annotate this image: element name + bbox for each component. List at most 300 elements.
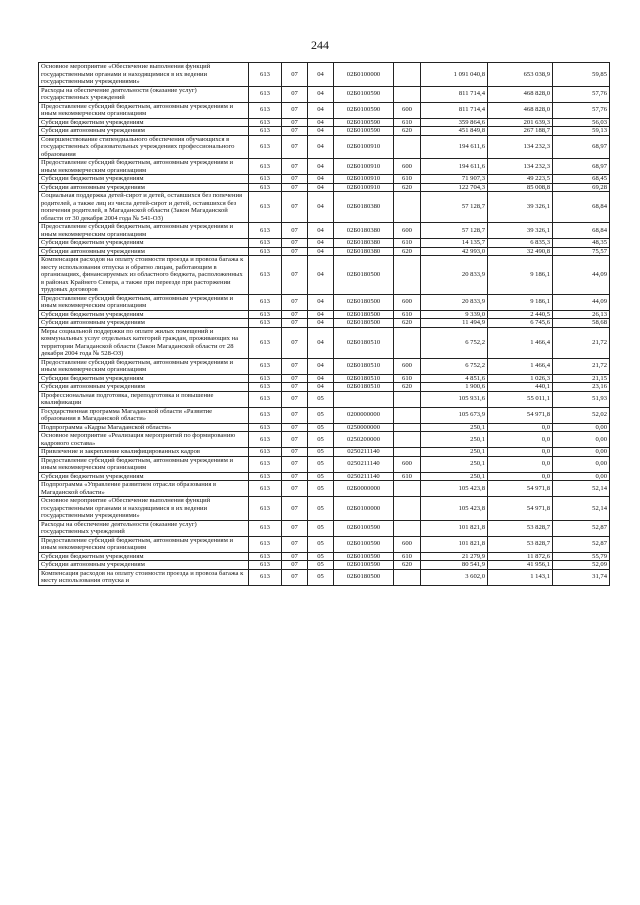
actual-amount-cell: 55 011,1 bbox=[488, 391, 553, 407]
ministry-code-cell: 613 bbox=[249, 223, 282, 239]
target-article-cell: 02Б0100910 bbox=[334, 183, 394, 192]
execution-percent-cell: 69,28 bbox=[553, 183, 610, 192]
expense-type-cell: 620 bbox=[394, 183, 421, 192]
section-code-cell: 07 bbox=[282, 135, 308, 159]
plan-amount-cell: 250,1 bbox=[421, 423, 488, 432]
target-article-cell: 02Б0180380 bbox=[334, 223, 394, 239]
expense-type-cell: 610 bbox=[394, 239, 421, 248]
target-article-cell: 02Б0180510 bbox=[334, 327, 394, 358]
table-row bbox=[39, 569, 610, 585]
target-article-cell: 0250211140 bbox=[334, 472, 394, 481]
ministry-code-cell: 613 bbox=[249, 127, 282, 136]
plan-amount-cell: 57 128,7 bbox=[421, 223, 488, 239]
expense-type-cell bbox=[394, 432, 421, 448]
ministry-code-cell: 613 bbox=[249, 432, 282, 448]
ministry-code-cell: 613 bbox=[249, 536, 282, 552]
plan-amount-cell: 359 864,6 bbox=[421, 118, 488, 127]
section-code-cell: 07 bbox=[282, 118, 308, 127]
section-code-cell: 07 bbox=[282, 239, 308, 248]
actual-amount-cell: 468 828,0 bbox=[488, 102, 553, 118]
target-article-cell: 0250211140 bbox=[334, 448, 394, 457]
actual-amount-cell: 267 188,7 bbox=[488, 127, 553, 136]
expense-type-cell: 620 bbox=[394, 319, 421, 328]
table-row bbox=[39, 183, 610, 192]
ministry-code-cell: 613 bbox=[249, 135, 282, 159]
execution-percent-cell: 44,09 bbox=[553, 256, 610, 295]
row-name-cell: Субсидии автономным учреждениям bbox=[39, 561, 249, 570]
section-code-cell: 07 bbox=[282, 552, 308, 561]
target-article-cell: 0250000000 bbox=[334, 423, 394, 432]
subsection-code-cell: 04 bbox=[308, 183, 334, 192]
row-name-cell: Предоставление субсидий бюджетным, автономным учреждениям и иным некоммерческим организациям bbox=[39, 223, 249, 239]
table-row bbox=[39, 561, 610, 570]
table-row bbox=[39, 159, 610, 175]
section-code-cell: 07 bbox=[282, 497, 308, 521]
ministry-code-cell: 613 bbox=[249, 561, 282, 570]
actual-amount-cell: 0,0 bbox=[488, 456, 553, 472]
execution-percent-cell: 21,15 bbox=[553, 374, 610, 383]
subsection-code-cell: 05 bbox=[308, 432, 334, 448]
actual-amount-cell: 49 223,5 bbox=[488, 175, 553, 184]
subsection-code-cell: 04 bbox=[308, 310, 334, 319]
expense-type-cell: 610 bbox=[394, 552, 421, 561]
subsection-code-cell: 04 bbox=[308, 63, 334, 87]
target-article-cell: 0250200000 bbox=[334, 432, 394, 448]
actual-amount-cell: 41 956,1 bbox=[488, 561, 553, 570]
row-name-cell: Субсидии бюджетным учреждениям bbox=[39, 472, 249, 481]
target-article-cell: 02Б0100590 bbox=[334, 552, 394, 561]
actual-amount-cell: 1 466,4 bbox=[488, 327, 553, 358]
actual-amount-cell: 39 326,1 bbox=[488, 192, 553, 223]
section-code-cell: 07 bbox=[282, 310, 308, 319]
expense-type-cell: 620 bbox=[394, 561, 421, 570]
actual-amount-cell: 54 971,8 bbox=[488, 481, 553, 497]
subsection-code-cell: 04 bbox=[308, 358, 334, 374]
section-code-cell: 07 bbox=[282, 448, 308, 457]
expense-type-cell: 600 bbox=[394, 358, 421, 374]
execution-percent-cell: 56,03 bbox=[553, 118, 610, 127]
target-article-cell: 02Б0180510 bbox=[334, 358, 394, 374]
plan-amount-cell: 250,1 bbox=[421, 432, 488, 448]
actual-amount-cell: 54 971,8 bbox=[488, 407, 553, 423]
expense-type-cell bbox=[394, 569, 421, 585]
plan-amount-cell: 4 851,6 bbox=[421, 374, 488, 383]
table-row bbox=[39, 456, 610, 472]
ministry-code-cell: 613 bbox=[249, 247, 282, 256]
plan-amount-cell: 1 091 040,8 bbox=[421, 63, 488, 87]
row-name-cell: Подпрограмма «Управление развитием отрасли образования в Магаданской области» bbox=[39, 481, 249, 497]
actual-amount-cell: 134 232,3 bbox=[488, 135, 553, 159]
execution-percent-cell: 52,87 bbox=[553, 536, 610, 552]
ministry-code-cell: 613 bbox=[249, 118, 282, 127]
subsection-code-cell: 04 bbox=[308, 135, 334, 159]
expense-type-cell: 610 bbox=[394, 310, 421, 319]
row-name-cell: Субсидии бюджетным учреждениям bbox=[39, 175, 249, 184]
execution-percent-cell: 23,16 bbox=[553, 383, 610, 392]
subsection-code-cell: 04 bbox=[308, 327, 334, 358]
execution-percent-cell: 31,74 bbox=[553, 569, 610, 585]
ministry-code-cell: 613 bbox=[249, 552, 282, 561]
ministry-code-cell: 613 bbox=[249, 239, 282, 248]
expense-type-cell: 610 bbox=[394, 472, 421, 481]
row-name-cell: Профессиональная подготовка, переподготовка и повышение квалификации bbox=[39, 391, 249, 407]
execution-percent-cell: 0,00 bbox=[553, 448, 610, 457]
subsection-code-cell: 04 bbox=[308, 192, 334, 223]
plan-amount-cell: 42 993,0 bbox=[421, 247, 488, 256]
row-name-cell: Социальная поддержка детей-сирот и детей, оставшихся без попечения родителей, а также лиц из числа детей-сирот и детей, оставшихся без попечения родителей, в Магаданской области (Закон Магаданской области от 30 декабря 2004 года № 541-ОЗ) bbox=[39, 192, 249, 223]
expense-type-cell: 600 bbox=[394, 223, 421, 239]
subsection-code-cell: 04 bbox=[308, 159, 334, 175]
target-article-cell: 02Б0180380 bbox=[334, 192, 394, 223]
subsection-code-cell: 05 bbox=[308, 423, 334, 432]
actual-amount-cell: 6 835,3 bbox=[488, 239, 553, 248]
plan-amount-cell: 101 821,8 bbox=[421, 520, 488, 536]
row-name-cell: Меры социальной поддержки по оплате жилых помещений и коммунальных услуг отдельных категорий граждан, проживающих на территории Магаданской области (Закон Магаданской области от 28 декабря 2004 года № 528-ОЗ) bbox=[39, 327, 249, 358]
target-article-cell: 0200000000 bbox=[334, 407, 394, 423]
expense-type-cell bbox=[394, 256, 421, 295]
ministry-code-cell: 613 bbox=[249, 520, 282, 536]
actual-amount-cell: 653 038,9 bbox=[488, 63, 553, 87]
section-code-cell: 07 bbox=[282, 183, 308, 192]
section-code-cell: 07 bbox=[282, 432, 308, 448]
table-row bbox=[39, 310, 610, 319]
plan-amount-cell: 811 714,4 bbox=[421, 86, 488, 102]
subsection-code-cell: 05 bbox=[308, 536, 334, 552]
table-row bbox=[39, 423, 610, 432]
subsection-code-cell: 04 bbox=[308, 256, 334, 295]
row-name-cell: Субсидии бюджетным учреждениям bbox=[39, 374, 249, 383]
subsection-code-cell: 05 bbox=[308, 391, 334, 407]
subsection-code-cell: 04 bbox=[308, 294, 334, 310]
target-article-cell: 02Б0180500 bbox=[334, 310, 394, 319]
plan-amount-cell: 20 833,9 bbox=[421, 256, 488, 295]
execution-percent-cell: 52,14 bbox=[553, 497, 610, 521]
table-row bbox=[39, 239, 610, 248]
expense-type-cell bbox=[394, 407, 421, 423]
row-name-cell: Основное мероприятие «Реализация мероприятий по формированию кадрового состава» bbox=[39, 432, 249, 448]
ministry-code-cell: 613 bbox=[249, 256, 282, 295]
target-article-cell: 02Б0180500 bbox=[334, 569, 394, 585]
plan-amount-cell: 21 279,9 bbox=[421, 552, 488, 561]
ministry-code-cell: 613 bbox=[249, 472, 282, 481]
actual-amount-cell: 53 828,7 bbox=[488, 520, 553, 536]
plan-amount-cell: 105 931,6 bbox=[421, 391, 488, 407]
table-row bbox=[39, 294, 610, 310]
execution-percent-cell: 57,76 bbox=[553, 102, 610, 118]
table-row bbox=[39, 407, 610, 423]
section-code-cell: 07 bbox=[282, 481, 308, 497]
plan-amount-cell: 57 128,7 bbox=[421, 192, 488, 223]
ministry-code-cell: 613 bbox=[249, 374, 282, 383]
table-row bbox=[39, 319, 610, 328]
row-name-cell: Государственная программа Магаданской области «Развитие образования в Магаданской области» bbox=[39, 407, 249, 423]
subsection-code-cell: 04 bbox=[308, 374, 334, 383]
ministry-code-cell: 613 bbox=[249, 383, 282, 392]
execution-percent-cell: 44,09 bbox=[553, 294, 610, 310]
subsection-code-cell: 05 bbox=[308, 561, 334, 570]
expense-type-cell bbox=[394, 448, 421, 457]
execution-percent-cell: 52,02 bbox=[553, 407, 610, 423]
row-name-cell: Субсидии автономным учреждениям bbox=[39, 183, 249, 192]
table-row bbox=[39, 358, 610, 374]
section-code-cell: 07 bbox=[282, 86, 308, 102]
ministry-code-cell: 613 bbox=[249, 102, 282, 118]
row-name-cell: Субсидии бюджетным учреждениям bbox=[39, 552, 249, 561]
subsection-code-cell: 04 bbox=[308, 127, 334, 136]
row-name-cell: Привлечение и закрепление квалифицированных кадров bbox=[39, 448, 249, 457]
section-code-cell: 07 bbox=[282, 192, 308, 223]
plan-amount-cell: 6 752,2 bbox=[421, 327, 488, 358]
expense-type-cell bbox=[394, 423, 421, 432]
actual-amount-cell: 0,0 bbox=[488, 423, 553, 432]
expense-type-cell: 620 bbox=[394, 247, 421, 256]
target-article-cell: 02Б0180510 bbox=[334, 374, 394, 383]
expense-type-cell bbox=[394, 327, 421, 358]
actual-amount-cell: 39 326,1 bbox=[488, 223, 553, 239]
row-name-cell: Субсидии бюджетным учреждениям bbox=[39, 310, 249, 319]
target-article-cell: 02Б0100000 bbox=[334, 497, 394, 521]
subsection-code-cell: 05 bbox=[308, 497, 334, 521]
target-article-cell: 0250211140 bbox=[334, 456, 394, 472]
table-row bbox=[39, 472, 610, 481]
section-code-cell: 07 bbox=[282, 358, 308, 374]
actual-amount-cell: 201 639,3 bbox=[488, 118, 553, 127]
target-article-cell: 02Б0000000 bbox=[334, 481, 394, 497]
row-name-cell: Субсидии бюджетным учреждениям bbox=[39, 118, 249, 127]
row-name-cell: Предоставление субсидий бюджетным, автономным учреждениям и иным некоммерческим организациям bbox=[39, 456, 249, 472]
plan-amount-cell: 9 339,0 bbox=[421, 310, 488, 319]
section-code-cell: 07 bbox=[282, 569, 308, 585]
execution-percent-cell: 55,79 bbox=[553, 552, 610, 561]
row-name-cell: Субсидии автономным учреждениям bbox=[39, 319, 249, 328]
section-code-cell: 07 bbox=[282, 223, 308, 239]
section-code-cell: 07 bbox=[282, 127, 308, 136]
subsection-code-cell: 04 bbox=[308, 118, 334, 127]
section-code-cell: 07 bbox=[282, 423, 308, 432]
plan-amount-cell: 80 541,9 bbox=[421, 561, 488, 570]
section-code-cell: 07 bbox=[282, 319, 308, 328]
execution-percent-cell: 51,93 bbox=[553, 391, 610, 407]
ministry-code-cell: 613 bbox=[249, 294, 282, 310]
target-article-cell: 02Б0100590 bbox=[334, 127, 394, 136]
row-name-cell: Предоставление субсидий бюджетным, автономным учреждениям и иным некоммерческим организациям bbox=[39, 294, 249, 310]
execution-percent-cell: 21,72 bbox=[553, 327, 610, 358]
subsection-code-cell: 05 bbox=[308, 552, 334, 561]
expense-type-cell: 610 bbox=[394, 374, 421, 383]
plan-amount-cell: 122 704,3 bbox=[421, 183, 488, 192]
execution-percent-cell: 68,45 bbox=[553, 175, 610, 184]
execution-percent-cell: 59,85 bbox=[553, 63, 610, 87]
table-row bbox=[39, 327, 610, 358]
actual-amount-cell: 9 186,1 bbox=[488, 294, 553, 310]
section-code-cell: 07 bbox=[282, 294, 308, 310]
subsection-code-cell: 05 bbox=[308, 456, 334, 472]
section-code-cell: 07 bbox=[282, 456, 308, 472]
row-name-cell: Расходы на обеспечение деятельности (оказание услуг) государственных учреждений bbox=[39, 520, 249, 536]
ministry-code-cell: 613 bbox=[249, 481, 282, 497]
actual-amount-cell: 1 466,4 bbox=[488, 358, 553, 374]
ministry-code-cell: 613 bbox=[249, 448, 282, 457]
subsection-code-cell: 04 bbox=[308, 383, 334, 392]
expense-type-cell: 600 bbox=[394, 294, 421, 310]
row-name-cell: Предоставление субсидий бюджетным, автономным учреждениям и иным некоммерческим организациям bbox=[39, 159, 249, 175]
table-row bbox=[39, 432, 610, 448]
expense-type-cell bbox=[394, 391, 421, 407]
plan-amount-cell: 250,1 bbox=[421, 448, 488, 457]
actual-amount-cell: 54 971,8 bbox=[488, 497, 553, 521]
section-code-cell: 07 bbox=[282, 256, 308, 295]
subsection-code-cell: 04 bbox=[308, 102, 334, 118]
expense-type-cell bbox=[394, 192, 421, 223]
target-article-cell: 02Б0180380 bbox=[334, 247, 394, 256]
row-name-cell: Предоставление субсидий бюджетным, автономным учреждениям и иным некоммерческим организациям bbox=[39, 358, 249, 374]
table-row bbox=[39, 247, 610, 256]
ministry-code-cell: 613 bbox=[249, 327, 282, 358]
section-code-cell: 07 bbox=[282, 383, 308, 392]
execution-percent-cell: 48,35 bbox=[553, 239, 610, 248]
ministry-code-cell: 613 bbox=[249, 192, 282, 223]
row-name-cell: Компенсация расходов на оплату стоимости проезда и провоза багажа к месту использования отпуска и bbox=[39, 569, 249, 585]
actual-amount-cell: 6 745,6 bbox=[488, 319, 553, 328]
plan-amount-cell: 105 423,8 bbox=[421, 481, 488, 497]
row-name-cell: Подпрограмма «Кадры Магаданской области» bbox=[39, 423, 249, 432]
target-article-cell: 02Б0100590 bbox=[334, 102, 394, 118]
table-row bbox=[39, 175, 610, 184]
subsection-code-cell: 04 bbox=[308, 175, 334, 184]
plan-amount-cell: 1 900,6 bbox=[421, 383, 488, 392]
table-row bbox=[39, 223, 610, 239]
table-row bbox=[39, 552, 610, 561]
actual-amount-cell: 32 490,8 bbox=[488, 247, 553, 256]
subsection-code-cell: 05 bbox=[308, 569, 334, 585]
section-code-cell: 07 bbox=[282, 561, 308, 570]
execution-percent-cell: 21,72 bbox=[553, 358, 610, 374]
row-name-cell: Предоставление субсидий бюджетным, автономным учреждениям и иным некоммерческим организациям bbox=[39, 102, 249, 118]
table-row bbox=[39, 520, 610, 536]
actual-amount-cell: 468 828,0 bbox=[488, 86, 553, 102]
expense-type-cell bbox=[394, 497, 421, 521]
table-row bbox=[39, 127, 610, 136]
section-code-cell: 07 bbox=[282, 102, 308, 118]
section-code-cell: 07 bbox=[282, 520, 308, 536]
section-code-cell: 07 bbox=[282, 63, 308, 87]
section-code-cell: 07 bbox=[282, 159, 308, 175]
table-row bbox=[39, 448, 610, 457]
section-code-cell: 07 bbox=[282, 536, 308, 552]
plan-amount-cell: 250,1 bbox=[421, 456, 488, 472]
plan-amount-cell: 3 602,0 bbox=[421, 569, 488, 585]
execution-percent-cell: 52,14 bbox=[553, 481, 610, 497]
subsection-code-cell: 05 bbox=[308, 407, 334, 423]
subsection-code-cell: 05 bbox=[308, 520, 334, 536]
expense-type-cell: 620 bbox=[394, 383, 421, 392]
expense-type-cell: 600 bbox=[394, 456, 421, 472]
subsection-code-cell: 04 bbox=[308, 239, 334, 248]
execution-percent-cell: 58,68 bbox=[553, 319, 610, 328]
row-name-cell: Субсидии бюджетным учреждениям bbox=[39, 239, 249, 248]
row-name-cell: Компенсация расходов на оплату стоимости проезда и провоза багажа к месту использования отпуска и обратно лицам, работающим в организациях, финансируемых из областного бюджета, расположенных в районах Крайнего Севера, а также при переезде при расторжении трудовых договоров bbox=[39, 256, 249, 295]
ministry-code-cell: 613 bbox=[249, 423, 282, 432]
plan-amount-cell: 811 714,4 bbox=[421, 102, 488, 118]
row-name-cell: Субсидии автономным учреждениям bbox=[39, 247, 249, 256]
row-name-cell: Расходы на обеспечение деятельности (оказание услуг) государственных учреждений bbox=[39, 86, 249, 102]
actual-amount-cell: 134 232,3 bbox=[488, 159, 553, 175]
ministry-code-cell: 613 bbox=[249, 391, 282, 407]
plan-amount-cell: 14 135,7 bbox=[421, 239, 488, 248]
target-article-cell: 02Б0180380 bbox=[334, 239, 394, 248]
budget-table bbox=[38, 62, 610, 586]
ministry-code-cell: 613 bbox=[249, 63, 282, 87]
ministry-code-cell: 613 bbox=[249, 358, 282, 374]
table-row bbox=[39, 192, 610, 223]
execution-percent-cell: 0,00 bbox=[553, 423, 610, 432]
actual-amount-cell: 11 872,6 bbox=[488, 552, 553, 561]
expense-type-cell: 610 bbox=[394, 175, 421, 184]
target-article-cell: 02Б0180510 bbox=[334, 383, 394, 392]
table-row bbox=[39, 135, 610, 159]
execution-percent-cell: 26,13 bbox=[553, 310, 610, 319]
expense-type-cell: 600 bbox=[394, 536, 421, 552]
subsection-code-cell: 05 bbox=[308, 481, 334, 497]
execution-percent-cell: 59,13 bbox=[553, 127, 610, 136]
target-article-cell: 02Б0100000 bbox=[334, 63, 394, 87]
execution-percent-cell: 0,00 bbox=[553, 472, 610, 481]
ministry-code-cell: 613 bbox=[249, 183, 282, 192]
expense-type-cell bbox=[394, 135, 421, 159]
actual-amount-cell: 0,0 bbox=[488, 472, 553, 481]
row-name-cell: Предоставление субсидий бюджетным, автономным учреждениям и иным некоммерческим организациям bbox=[39, 536, 249, 552]
execution-percent-cell: 68,84 bbox=[553, 192, 610, 223]
plan-amount-cell: 11 494,9 bbox=[421, 319, 488, 328]
plan-amount-cell: 194 611,6 bbox=[421, 159, 488, 175]
row-name-cell: Основное мероприятие «Обеспечение выполнения функций государственными органами и находящимися в их ведении государственными учреждениями» bbox=[39, 63, 249, 87]
plan-amount-cell: 71 907,3 bbox=[421, 175, 488, 184]
actual-amount-cell: 85 008,8 bbox=[488, 183, 553, 192]
target-article-cell: 02Б0100590 bbox=[334, 520, 394, 536]
table-row bbox=[39, 374, 610, 383]
execution-percent-cell: 68,97 bbox=[553, 159, 610, 175]
page-number: 244 bbox=[311, 38, 329, 52]
section-code-cell: 07 bbox=[282, 407, 308, 423]
target-article-cell bbox=[334, 391, 394, 407]
execution-percent-cell: 57,76 bbox=[553, 86, 610, 102]
row-name-cell: Совершенствование стипендиального обеспечения обучающихся в государственных образовательных учреждениях профессионального образования bbox=[39, 135, 249, 159]
section-code-cell: 07 bbox=[282, 327, 308, 358]
table-row bbox=[39, 536, 610, 552]
subsection-code-cell: 04 bbox=[308, 319, 334, 328]
target-article-cell: 02Б0100910 bbox=[334, 159, 394, 175]
section-code-cell: 07 bbox=[282, 374, 308, 383]
plan-amount-cell: 194 611,6 bbox=[421, 135, 488, 159]
actual-amount-cell: 9 186,1 bbox=[488, 256, 553, 295]
ministry-code-cell: 613 bbox=[249, 569, 282, 585]
table-row bbox=[39, 63, 610, 87]
ministry-code-cell: 613 bbox=[249, 407, 282, 423]
ministry-code-cell: 613 bbox=[249, 159, 282, 175]
ministry-code-cell: 613 bbox=[249, 497, 282, 521]
actual-amount-cell: 53 828,7 bbox=[488, 536, 553, 552]
subsection-code-cell: 05 bbox=[308, 472, 334, 481]
row-name-cell: Субсидии автономным учреждениям bbox=[39, 127, 249, 136]
plan-amount-cell: 20 833,9 bbox=[421, 294, 488, 310]
table-row bbox=[39, 102, 610, 118]
ministry-code-cell: 613 bbox=[249, 456, 282, 472]
execution-percent-cell: 0,00 bbox=[553, 432, 610, 448]
ministry-code-cell: 613 bbox=[249, 86, 282, 102]
table-row bbox=[39, 383, 610, 392]
actual-amount-cell: 0,0 bbox=[488, 432, 553, 448]
table-row bbox=[39, 118, 610, 127]
